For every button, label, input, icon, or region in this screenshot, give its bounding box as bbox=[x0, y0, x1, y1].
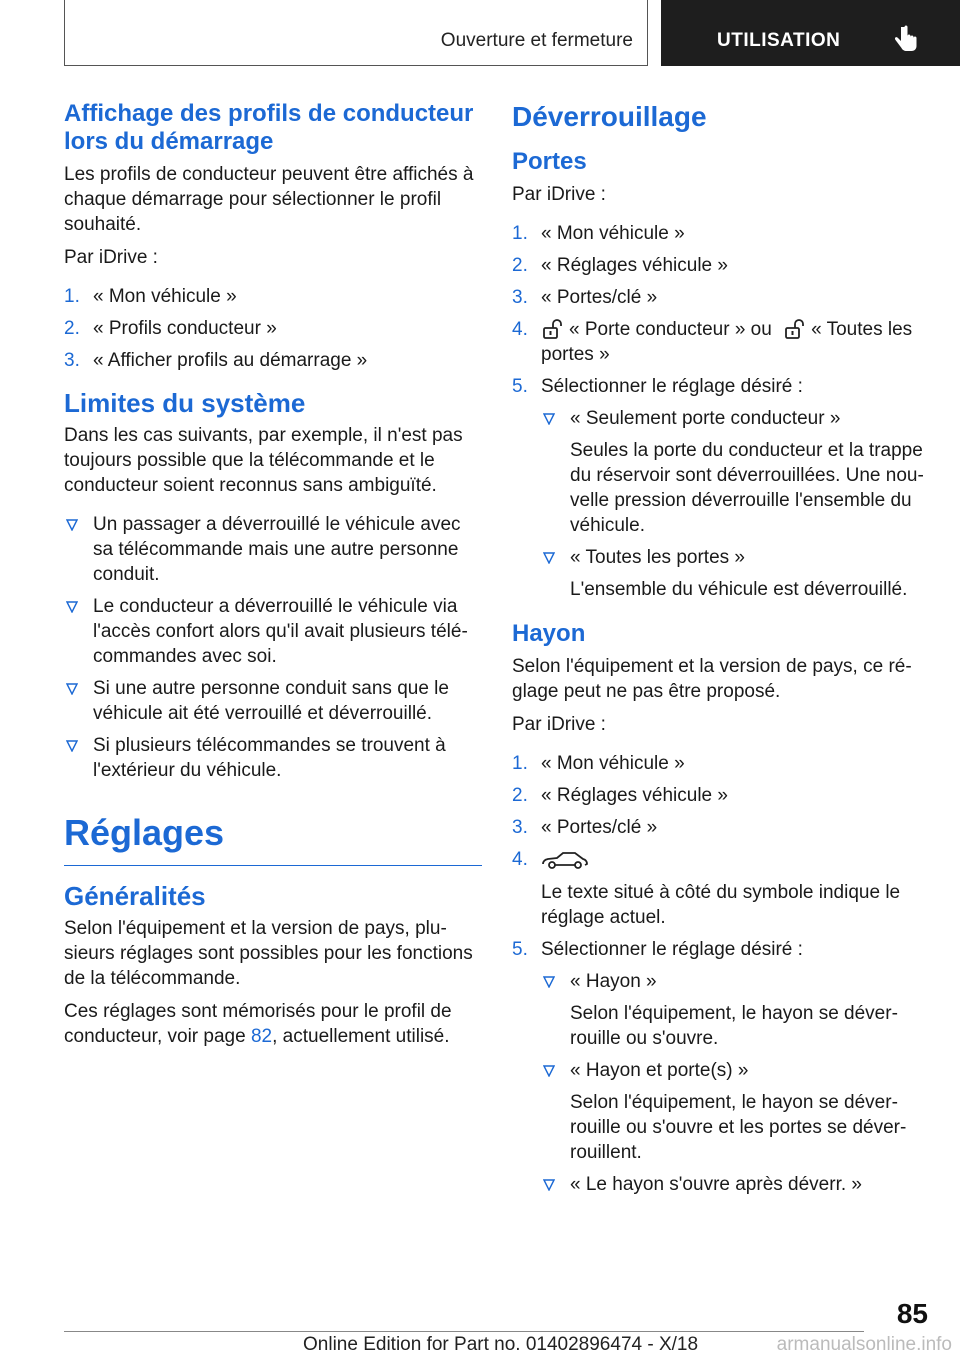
doors-heading: Portes bbox=[512, 148, 587, 175]
triangle-bullet-icon bbox=[543, 413, 555, 425]
profiles-via: Par iDrive : bbox=[64, 247, 158, 268]
list-item: 3. « Portes/clé » bbox=[512, 287, 658, 308]
triangle-bullet-icon bbox=[543, 552, 555, 564]
list-item: Le conducteur a déverrouillé le véhicule via l'accès confort alors qu'il avait plusieurs télécommandes avec soi. bbox=[64, 594, 482, 669]
profiles-intro: Les profils de conducteur peuvent être affichés à chaque démarrage pour sélectionner le profil souhaité. bbox=[64, 164, 474, 235]
list-item: « Le hayon s'ouvre après déverr. » bbox=[541, 1172, 932, 1197]
right-column bbox=[512, 100, 932, 1207]
triangle-bullet-icon bbox=[543, 1179, 555, 1191]
limits-bullets bbox=[64, 512, 482, 783]
footer-watermark: armanualsonline.info bbox=[776, 1334, 952, 1355]
profiles-steps bbox=[64, 284, 482, 373]
general-heading: Généralités bbox=[64, 881, 206, 911]
page-number: 85 bbox=[896, 1298, 928, 1329]
list-item: 5. Sélectionner le réglage désiré : « Seulement porte conducteur » Seules la porte du conducteur et la trappe du réservoir sont déverrouillées. Une nouvelle pression déverrouille l'ensemble du véhicule. « Toutes les portes » L'ensemble du véhicule est déverrouillé. bbox=[512, 374, 932, 602]
list-item: 2. « Réglages véhicule » bbox=[512, 255, 728, 276]
list-item: « Seulement porte conducteur » Seules la porte du conducteur et la trappe du réservoir sont déverrouillées. Une nouvelle pression déverrouille l'ensemble du véhicule. bbox=[541, 406, 932, 538]
list-item: Un passager a déverrouillé le véhicule avec sa télécommande mais une autre personne conduit. bbox=[64, 512, 482, 587]
list-item: 3. « Afficher profils au démarrage » bbox=[64, 350, 368, 371]
settings-chapter-title: Réglages bbox=[64, 811, 482, 866]
list-item: 3. « Portes/clé » bbox=[512, 817, 658, 838]
triangle-bullet-icon bbox=[66, 740, 78, 752]
general-p2: Ces réglages sont mémorisés pour le profil de conducteur, voir page 82, actuellement utilisé. bbox=[64, 1001, 452, 1047]
tailgate-heading: Hayon bbox=[512, 620, 586, 647]
footer-divider bbox=[64, 1331, 864, 1332]
left-column bbox=[64, 100, 482, 1057]
list-item: 1. « Mon véhicule » bbox=[64, 286, 237, 307]
triangle-bullet-icon bbox=[543, 1065, 555, 1077]
page-link[interactable]: 82 bbox=[250, 1026, 273, 1047]
footer-edition: Online Edition for Part no. 01402896474 - X/18 bbox=[303, 1334, 699, 1355]
list-item: 5. Sélectionner le réglage désiré : « Hayon » Selon l'équipement, le hayon se déverrouille ou s'ouvre. « Hayon et porte(s) » Selon l'équipement, le hayon se déverrouille ou s'ouvre et les portes se déverrouillent. « Le hayon s'ouvre après déverr. » bbox=[512, 937, 932, 1197]
tailgate-intro: Selon l'équipement et la version de pays, ce réglage peut ne pas être proposé. bbox=[512, 656, 912, 702]
tailgate-options bbox=[541, 969, 932, 1197]
list-item: 4. « Porte conducteur » ou « Toutes les portes » bbox=[512, 319, 913, 365]
tailgate-via: Par iDrive : bbox=[512, 714, 606, 735]
triangle-bullet-icon bbox=[66, 519, 78, 531]
list-item: 4. Le texte situé à côté du symbole indique le réglage actuel. bbox=[512, 849, 901, 928]
unlock-icon bbox=[783, 318, 805, 340]
triangle-bullet-icon bbox=[66, 601, 78, 613]
unlock-heading: Déverrouillage bbox=[512, 101, 707, 132]
list-item: 1. « Mon véhicule » bbox=[512, 753, 685, 774]
doors-options bbox=[541, 406, 932, 602]
limits-intro: Dans les cas suivants, par exemple, il n'est pas toujours possible que la télécommande et le conducteur soient reconnus sans ambiguïté. bbox=[64, 425, 463, 496]
general-p1: Selon l'équipement et la version de pays, plusieurs réglages sont possibles pour les fonctions de la télécommande. bbox=[64, 918, 473, 989]
limits-heading: Limites du système bbox=[64, 388, 306, 418]
list-item: 2. « Profils conducteur » bbox=[64, 318, 277, 339]
list-item: Si une autre personne conduit sans que le véhicule ait été verrouillé et déverrouillé. bbox=[64, 676, 482, 726]
tailgate-steps bbox=[512, 751, 932, 1197]
list-item: « Hayon » Selon l'équipement, le hayon se déverrouille ou s'ouvre. bbox=[541, 969, 932, 1051]
list-item: Si plusieurs télécommandes se trouvent à l'extérieur du véhicule. bbox=[64, 733, 482, 783]
list-item: « Hayon et porte(s) » Selon l'équipement, le hayon se déverrouille ou s'ouvre et les portes se déverrouillent. bbox=[541, 1058, 932, 1165]
unlock-icon bbox=[541, 318, 563, 340]
hand-pointer-icon bbox=[893, 24, 921, 54]
header-chapter-title: UTILISATION bbox=[717, 30, 841, 51]
header-chapter-tab bbox=[661, 0, 960, 66]
list-item: « Toutes les portes » L'ensemble du véhicule est déverrouillé. bbox=[541, 545, 932, 602]
triangle-bullet-icon bbox=[66, 683, 78, 695]
list-item: 2. « Réglages véhicule » bbox=[512, 785, 728, 806]
doors-via: Par iDrive : bbox=[512, 184, 606, 205]
triangle-bullet-icon bbox=[543, 976, 555, 988]
car-tailgate-icon bbox=[541, 849, 589, 871]
profiles-heading: Affichage des profils de conducteur lors du démarrage bbox=[64, 100, 474, 155]
doors-steps bbox=[512, 221, 932, 602]
header-section-title: Ouverture et fermeture bbox=[440, 30, 633, 51]
list-item: 1. « Mon véhicule » bbox=[512, 223, 685, 244]
header-section-box bbox=[64, 0, 648, 66]
